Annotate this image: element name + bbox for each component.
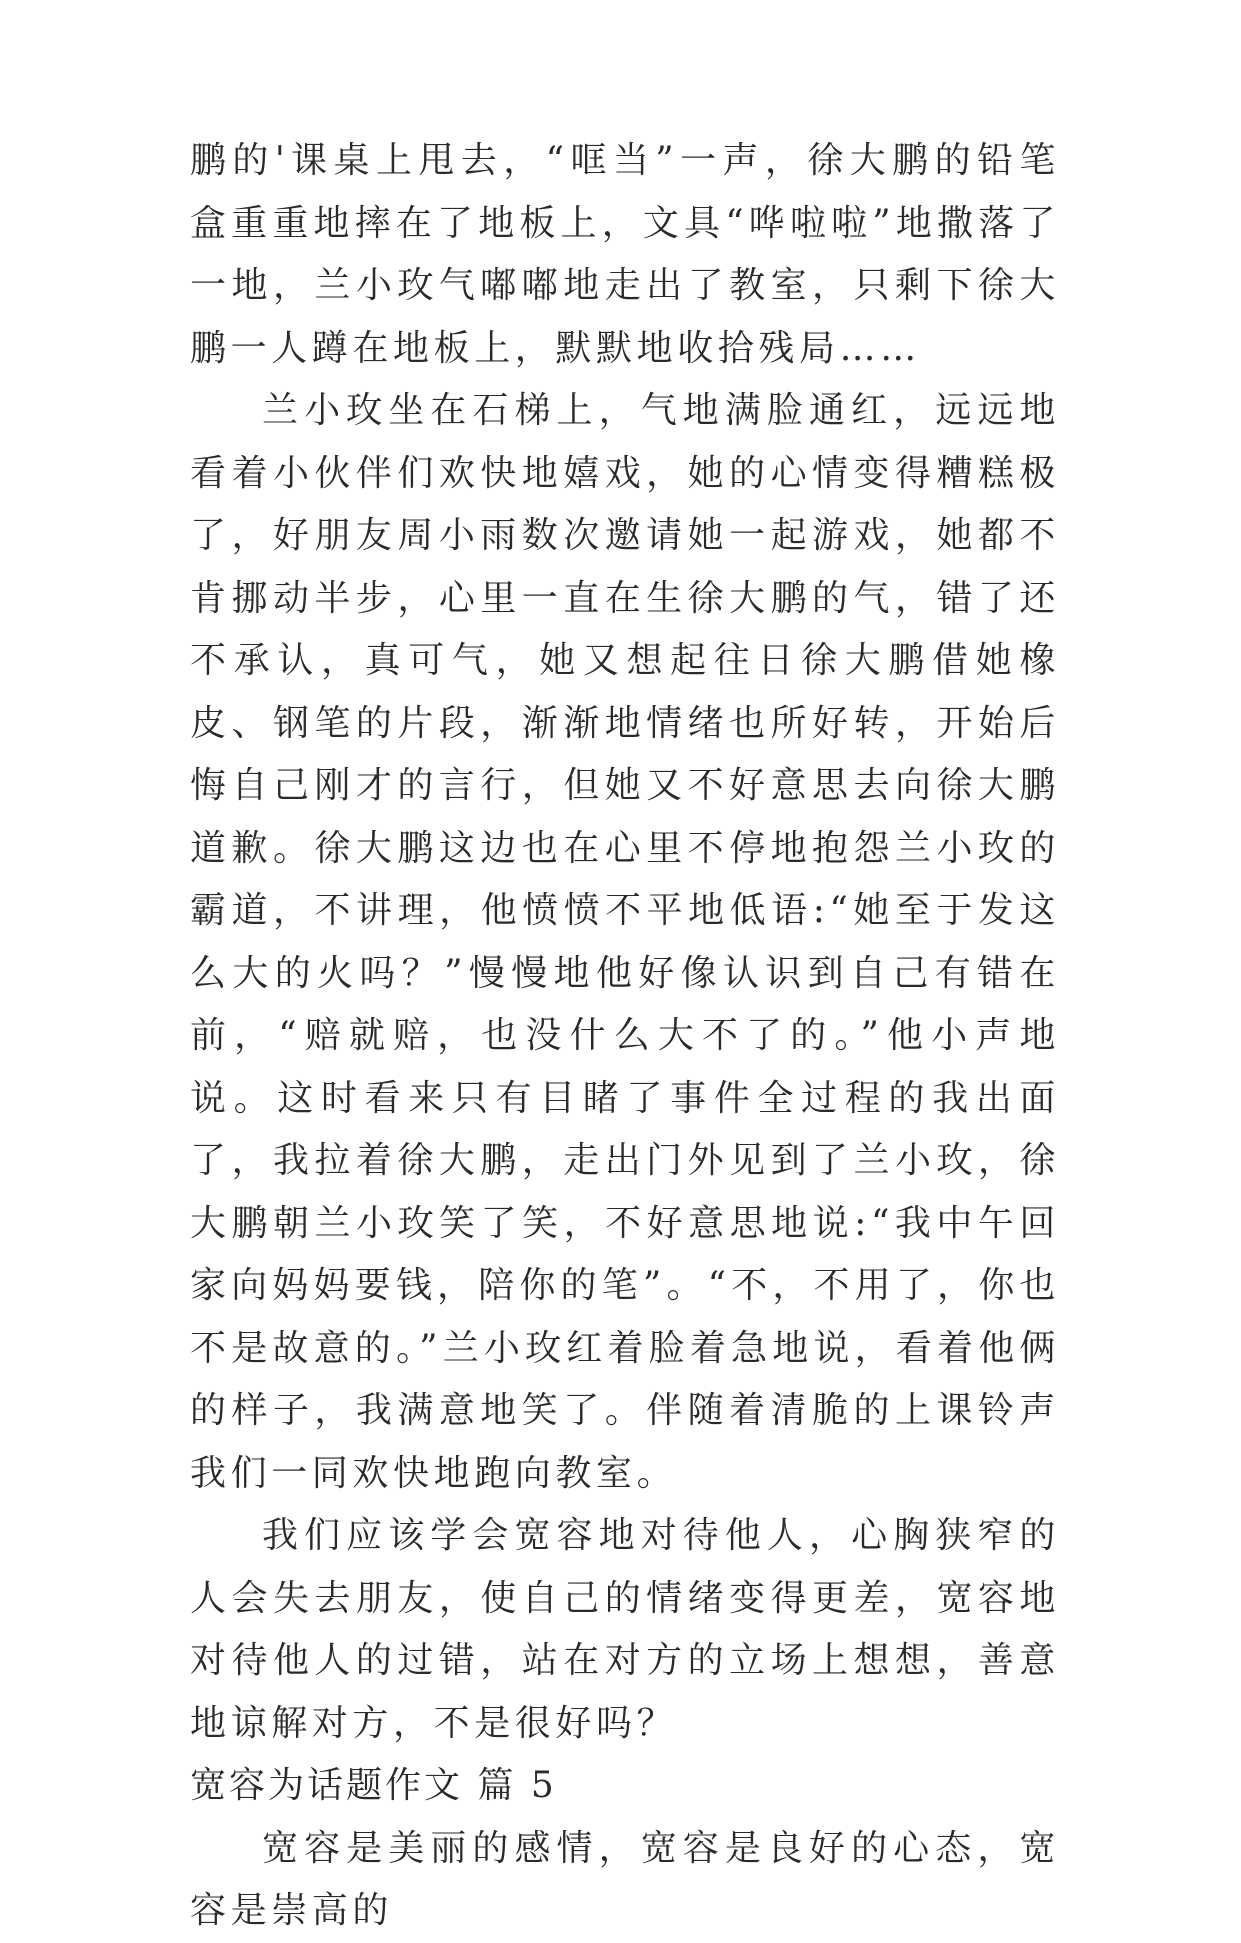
section-heading: 宽容为话题作文 篇 5	[190, 1765, 557, 1806]
paragraph: 宽容是美丽的感情，宽容是良好的心态，宽容是崇高的	[190, 1827, 1060, 1931]
paragraph: 兰小玫坐在石梯上，气地满脸通红，远远地看着小伙伴们欢快地嬉戏，她的心情变得糟糕极了，好朋友周小雨数次邀请她一起游戏，她都不肯挪动半步，心里一直在生徐大鹏的气，错了还不承认，真可气，她又想起往日徐大鹏借她橡皮、钢笔的片段，渐渐地情绪也所好转，开始后悔自己刚才的言行，但她又不好意思去向徐大鹏道歉。徐大鹏这边也在心里不停地抱怨兰小玫的霸道，不讲理，他愤愤不平地低语:“她至于发这么大的火吗？”慢慢地他好像认识到自己有错在前，“赔就赔，也没什么大不了的。”他小声地说。这时看来只有目睹了事件全过程的我出面了，我拉着徐大鹏，走出门外见到了兰小玫，徐大鹏朝兰小玫笑了笑，不好意思地说:“我中午回家向妈妈要钱，陪你的笔”。“不，不用了，你也不是故意的。”兰小玫红着脸着急地说，看着他俩的样子，我满意地笑了。伴随着清脆的上课铃声我们一同欢快地跑向教室。	[190, 390, 1060, 1494]
paragraph-continued: 鹏的'课桌上甩去，“哐当”一声，徐大鹏的铅笔盒重重地摔在了地板上，文具“哗啦啦”地撒落了一地，兰小玫气嘟嘟地走出了教室，只剩下徐大鹏一人蹲在地板上，默默地收拾残局……	[190, 140, 1060, 369]
paragraph: 我们应该学会宽容地对待他人，心胸狭窄的人会失去朋友，使自己的情绪变得更差，宽容地对待他人的过错，站在对方的立场上想想，善意地谅解对方，不是很好吗？	[190, 1515, 1060, 1744]
document-body	[190, 130, 1060, 1943]
